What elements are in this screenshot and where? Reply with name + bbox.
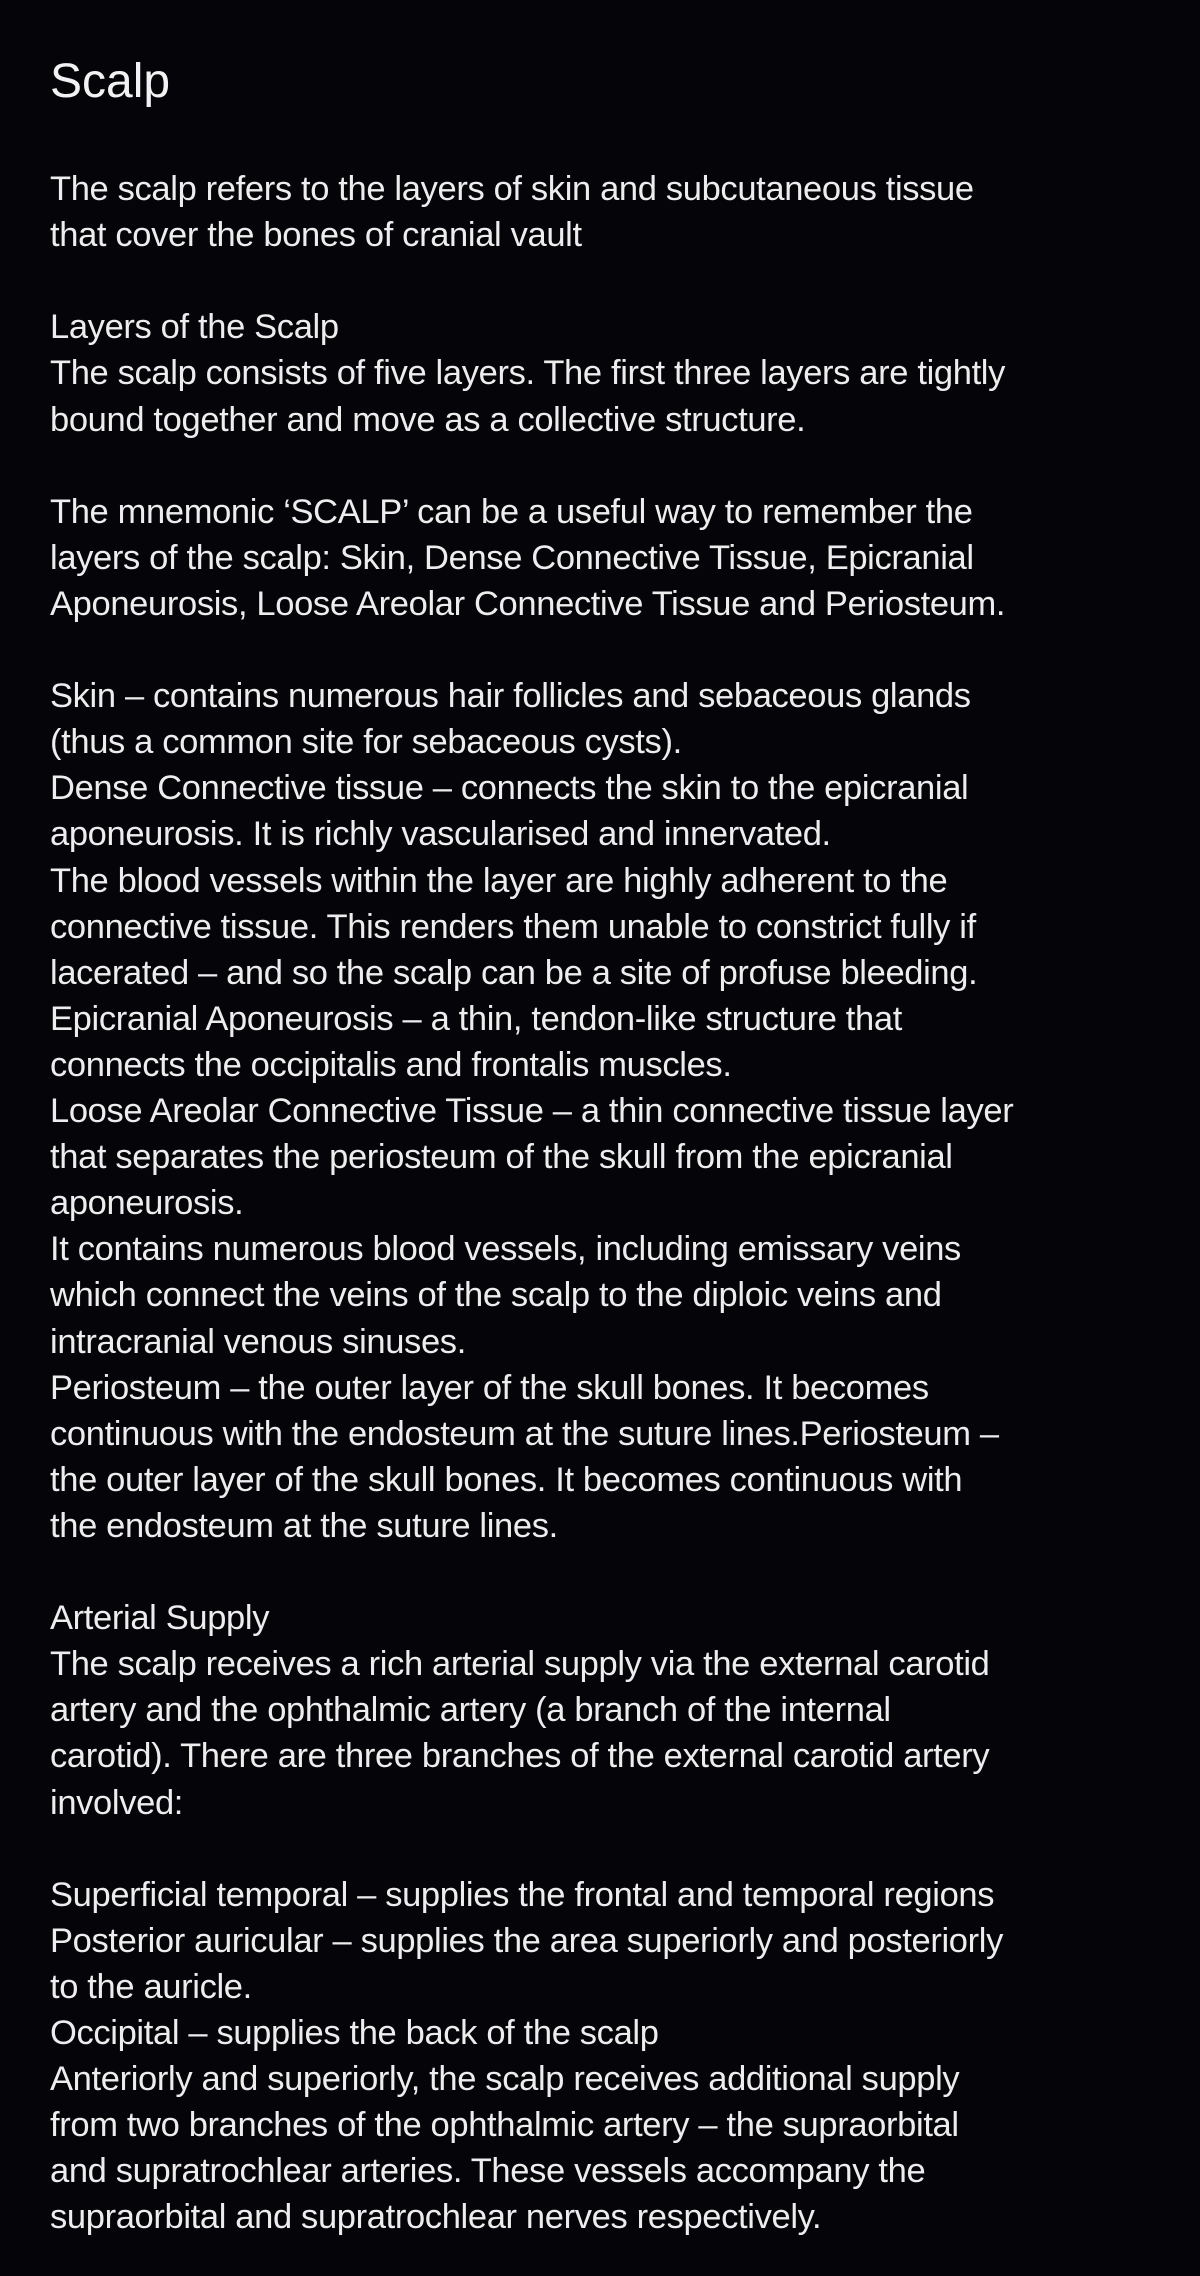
text-line: connects the occipitalis and frontalis muscles. [50,1045,732,1084]
text-line: Periosteum – the outer layer of the skull bones. It becomes [50,1368,929,1407]
text-line: involved: [50,1783,184,1822]
text-line: The blood vessels within the layer are highly adherent to the [50,861,948,900]
text-line: connective tissue. This renders them unable to constrict fully if [50,907,976,946]
text-line: the endosteum at the suture lines. [50,1506,558,1545]
text-line: Arterial Supply [50,1599,270,1638]
text-line: and supratrochlear arteries. These vessels accompany the [50,2152,926,2191]
text-line: The scalp receives a rich arterial supply via the external carotid [50,1645,990,1684]
text-line: The scalp refers to the layers of skin and subcutaneous tissue [50,170,974,208]
text-line: that separates the periosteum of the skull from the epicranial [50,1138,953,1177]
text-line: continuous with the endosteum at the suture lines.Periosteum – [50,1414,999,1453]
text-line: Dense Connective tissue – connects the skin to the epicranial [50,769,969,808]
page-title: Scalp [50,55,171,108]
text-line: Superficial temporal – supplies the frontal and temporal regions [50,1875,995,1914]
text-line: intracranial venous sinuses. [50,1322,466,1361]
text-line: Anteriorly and superiorly, the scalp receives additional supply [50,2060,960,2099]
text-line: which connect the veins of the scalp to the diploic veins and [50,1276,942,1315]
text-line: lacerated – and so the scalp can be a site of profuse bleeding. [50,953,978,992]
text-line: Skin – contains numerous hair follicles and sebaceous glands [50,677,971,716]
text-line: Loose Areolar Connective Tissue – a thin connective tissue layer [50,1092,1014,1130]
text-line: the outer layer of the skull bones. It becomes continuous with [50,1460,963,1499]
text-line: The scalp consists of five layers. The first three layers are tightly [50,354,1006,393]
text-line: from two branches of the ophthalmic artery – the supraorbital [50,2106,959,2145]
text-line: (thus a common site for sebaceous cysts). [50,723,682,762]
text-line: The mnemonic ‘SCALP’ can be a useful way to remember the [50,492,973,531]
text-line: aponeurosis. It is richly vascularised and innervated. [50,815,831,854]
text-line: supraorbital and supratrochlear nerves respectively. [50,2198,822,2237]
text-line: to the auricle. [50,1967,252,2006]
text-line: It contains numerous blood vessels, including emissary veins [50,1230,961,1269]
text-line: layers of the scalp: Skin, Dense Connective Tissue, Epicranial [50,538,974,577]
text-line: Aponeurosis, Loose Areolar Connective Tissue and Periosteum. [50,584,1006,623]
text-line: artery and the ophthalmic artery (a branch of the internal [50,1691,891,1730]
text-line: that cover the bones of cranial vault [50,216,582,255]
text-line: Layers of the Scalp [50,308,339,347]
text-line: Posterior auricular – supplies the area superiorly and posteriorly [50,1921,1003,1960]
text-line: carotid). There are three branches of the external carotid artery [50,1737,990,1776]
text-line: aponeurosis. [50,1184,244,1223]
text-line: bound together and move as a collective structure. [50,400,806,439]
text-line: Epicranial Aponeurosis – a thin, tendon-like structure that [50,999,902,1038]
text-line: Occipital – supplies the back of the scalp [50,2014,659,2052]
